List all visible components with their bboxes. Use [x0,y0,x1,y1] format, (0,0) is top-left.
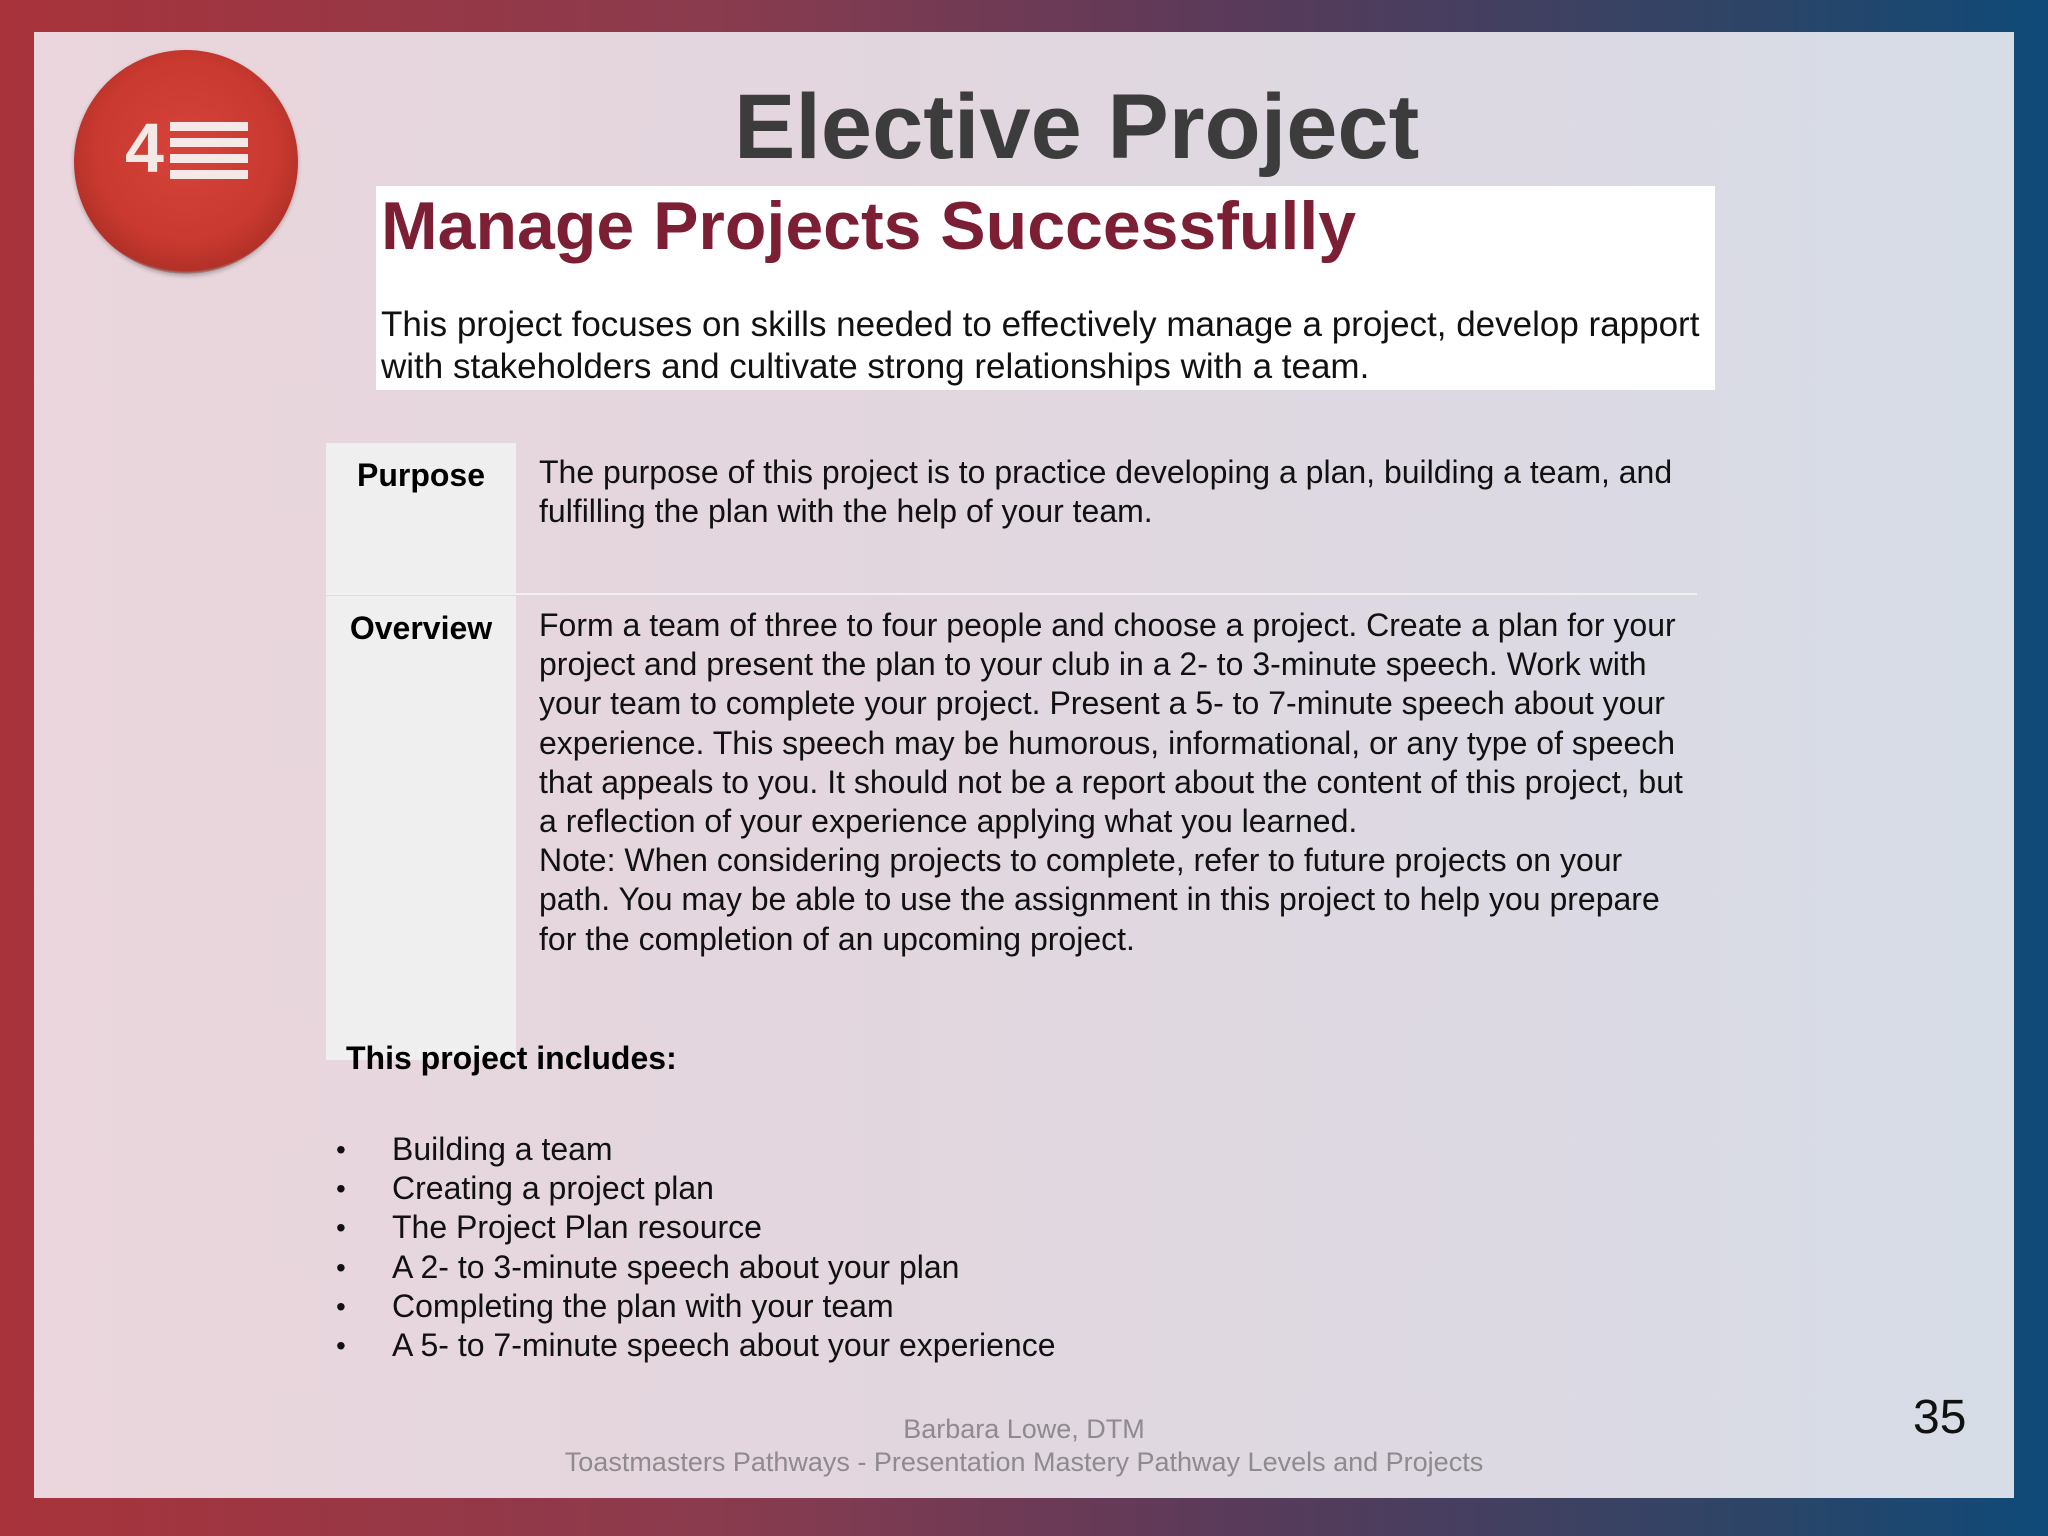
bullet-icon: • [336,1251,346,1283]
bullet-icon: • [336,1173,346,1205]
list-lines-icon [170,122,248,186]
footer-author: Barbara Lowe, DTM [903,1414,1145,1444]
purpose-text: The purpose of this project is to practice developing a plan, building a team, and fulfilling the plan with the help of your team. [539,454,1673,530]
divider [326,593,1697,595]
project-description: This project focuses on skills needed to effectively manage a project, develop rapport with stakeholders and cultivate strong relationships with a team. [381,305,1700,386]
includes-list [336,1130,1056,1365]
list-item: • Creating a project plan [336,1169,1056,1208]
bullet-icon: • [336,1330,346,1362]
project-header-box [376,186,1715,390]
bullet-icon: • [336,1134,346,1165]
bullet-icon: • [336,1290,346,1322]
purpose-row [326,443,1697,593]
overview-text [539,606,1689,959]
list-item: • A 5- to 7-minute speech about your experience [336,1326,1056,1365]
includes-heading: This project includes: [346,1040,677,1076]
list-item: • Completing the plan with your team [336,1287,1056,1326]
overview-paragraph: Form a team of three to four people and choose a project. Create a plan for your project and present the plan to your club in a 2- to 3-minute speech. Work with your team to complete your project. Present a 5- to 7-minute speech about your experience. This speech may be humorous, informational, or any type of speech that appeals to you. It should not be a report about the content of this project, but a reflection of your experience applying what you learned. [539,607,1683,840]
list-item: • Building a team [336,1130,1056,1169]
level-badge-icon [74,50,298,274]
bullet-icon: • [336,1212,346,1244]
page-number: 35 [1913,1391,1967,1444]
list-item: • The Project Plan resource [336,1208,1056,1247]
project-name: Manage Projects Successfully [381,188,1357,264]
level-number: 4 [125,109,164,187]
overview-row [326,596,1697,1060]
purpose-label: Purpose [326,443,516,593]
overview-note: Note: When considering projects to complete, refer to future projects on your path. You may be able to use the assignment in this project to help you prepare for the completion of an upcoming project. [539,842,1660,957]
page-title: Elective Project [734,76,1420,178]
footer-subtitle: Toastmasters Pathways - Presentation Mastery Pathway Levels and Projects [564,1447,1484,1477]
overview-label: Overview [326,596,516,1060]
list-item: • A 2- to 3-minute speech about your plan [336,1248,1056,1287]
